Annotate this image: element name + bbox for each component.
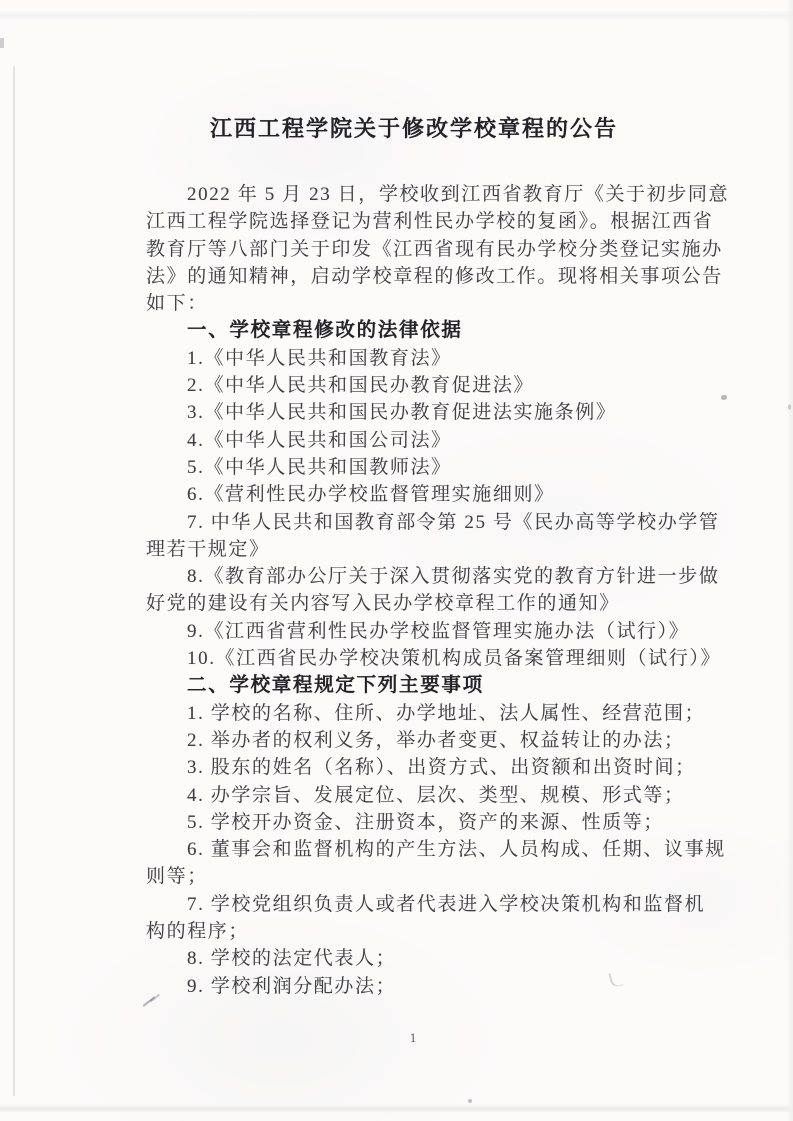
list-item-line: 3.《中华人民共和国民办教育促进法实施条例》 <box>187 402 617 424</box>
list-item-line: 6. 董事会和监督机构的产生方法、人员构成、任期、议事规 <box>187 839 726 861</box>
list-item-line: 则等； <box>146 866 208 888</box>
paragraph-line: 2022 年 5 月 23 日，学校收到江西省教育厅《关于初步同意 <box>187 184 730 205</box>
paragraph-line: 如下： <box>146 293 208 315</box>
list-item-line: 9.《江西省营利性民办学校监督管理实施办法（试行）》 <box>187 620 690 642</box>
list-item-line: 3. 股东的姓名（名称）、出资方式、出资额和出资时间； <box>187 757 696 779</box>
list-item-line: 好党的建设有关内容写入民办学校章程工作的通知》 <box>146 593 620 615</box>
list-item-line: 构的程序； <box>146 921 250 943</box>
list-item-line: 4. 办学宗旨、发展定位、层次、类型、规模、形式等； <box>187 784 685 806</box>
list-item-line: 4.《中华人民共和国公司法》 <box>187 429 452 451</box>
ink-speck <box>721 395 727 400</box>
paragraph-line: 教育厅等八部门关于印发《江西省现有民办学校分类登记实施办 <box>146 238 723 260</box>
ink-speck <box>468 1099 472 1103</box>
list-item-line: 2. 举办者的权利义务，举办者变更、权益转让的办法； <box>187 729 685 751</box>
list-item-line: 7. 中华人民共和国教育部令第 25 号《民办高等学校办学管 <box>187 511 720 533</box>
list-item-line: 8.《教育部办公厅关于深入贯彻落实党的教育方针进一步做 <box>187 566 720 588</box>
list-item-line: 7. 学校党组织负责人或者代表进入学校决策机构和监督机 <box>187 893 706 915</box>
section-heading: 一、学校章程修改的法律依据 <box>187 319 463 342</box>
scan-edge-right <box>786 0 793 1121</box>
paragraph-line: 江西工程学院选择登记为营利性民办学校的复函》。根据江西省 <box>146 211 714 233</box>
list-item-line: 5. 学校开办资金、注册资本，资产的来源、性质等； <box>187 811 665 833</box>
scan-corner-mark <box>0 38 4 48</box>
document-body <box>146 181 756 1000</box>
document-title: 江西工程学院关于修改学校章程的公告 <box>209 116 618 141</box>
list-item-line: 8. 学校的法定代表人； <box>187 948 397 970</box>
list-item-line: 2.《中华人民共和国民办教育促进法》 <box>187 375 535 397</box>
ink-speck <box>788 404 791 410</box>
list-item-line: 理若干规定》 <box>146 538 270 560</box>
paragraph-line: 法》的通知精神，启动学校章程的修改工作。现将相关事项公告 <box>146 265 723 287</box>
scan-edge-bottom <box>0 1104 793 1112</box>
list-item-line: 5.《中华人民共和国教师法》 <box>187 456 452 478</box>
section-heading: 二、学校章程规定下列主要事项 <box>187 674 484 697</box>
list-item-line: 1.《中华人民共和国教育法》 <box>187 347 452 369</box>
scan-edge-top <box>0 9 793 21</box>
list-item-line: 9. 学校利润分配办法； <box>187 975 397 997</box>
scan-fold-line <box>13 66 15 1096</box>
pencil-mark <box>143 992 163 1012</box>
list-item-line: 6.《营利性民办学校监督管理实施细则》 <box>187 484 555 506</box>
list-item-line: 1. 学校的名称、住所、办学地址、法人属性、经营范围； <box>187 702 706 724</box>
page-number: 1 <box>409 1030 417 1045</box>
list-item-line: 10.《江西省民办学校决策机构成员备案管理细则（试行）》 <box>187 648 722 670</box>
